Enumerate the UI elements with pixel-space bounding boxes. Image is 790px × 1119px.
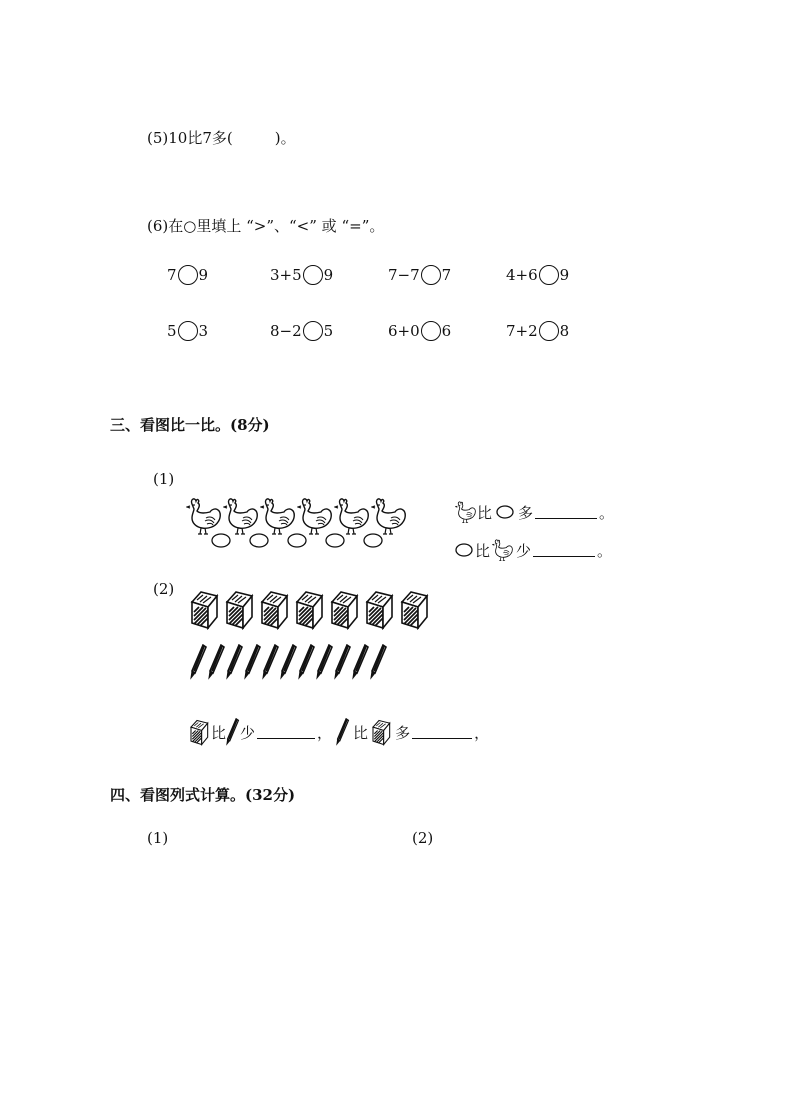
eraser-icon xyxy=(329,590,359,630)
question-5-suffix: )。 xyxy=(274,129,296,147)
compare-word: 比 xyxy=(353,723,369,742)
expr-left: 5 xyxy=(167,322,177,340)
compare-word: 比 xyxy=(211,723,227,742)
compare-word: 少 xyxy=(516,541,532,560)
end-mark: 。 xyxy=(597,541,613,560)
hen-icon xyxy=(186,496,223,536)
eraser-icon xyxy=(189,719,209,746)
expr-left: 8−2 xyxy=(270,322,302,340)
expr-right: 8 xyxy=(559,322,570,340)
answer-blank[interactable] xyxy=(412,737,472,739)
section-4-part-2-label: (2) xyxy=(412,829,434,847)
egg-icon xyxy=(496,505,514,519)
pencil-icon xyxy=(352,644,370,680)
question-5-prefix: (5)10比7多( xyxy=(147,129,233,147)
answer-blank[interactable] xyxy=(257,737,315,739)
expr-left: 7+2 xyxy=(506,322,538,340)
separator: ， xyxy=(317,723,333,742)
pencil-icon xyxy=(334,644,352,680)
answer-circle[interactable] xyxy=(539,321,559,341)
hen-icon xyxy=(492,538,514,562)
hen-icon xyxy=(371,496,408,536)
expr-left: 4+6 xyxy=(506,266,538,284)
egg-icon xyxy=(325,533,345,548)
compare-expr xyxy=(506,321,569,341)
pencil-icon xyxy=(226,718,240,746)
question-5 xyxy=(147,127,296,148)
answer-blank[interactable] xyxy=(535,517,597,519)
expr-left: 7 xyxy=(167,266,177,284)
pencil-icon xyxy=(244,644,262,680)
expr-right: 3 xyxy=(198,322,209,340)
compare-expr xyxy=(167,265,208,285)
answer-blank[interactable] xyxy=(533,555,595,557)
expr-left: 7−7 xyxy=(388,266,420,284)
compare-word: 多 xyxy=(518,503,534,522)
expr-left: 6+0 xyxy=(388,322,420,340)
egg-icon xyxy=(287,533,307,548)
compare-line-3 xyxy=(189,718,489,746)
expr-left: 3+5 xyxy=(270,266,302,284)
eraser-icon xyxy=(364,590,394,630)
end-mark: 。 xyxy=(599,503,615,522)
hen-icon xyxy=(455,500,477,524)
section-4-part-1-label: (1) xyxy=(147,829,169,847)
expr-right: 9 xyxy=(198,266,209,284)
eraser-icon xyxy=(189,590,219,630)
compare-line-2 xyxy=(455,538,612,562)
compare-word: 多 xyxy=(395,723,411,742)
hen-icon xyxy=(223,496,260,536)
hen-icon xyxy=(334,496,371,536)
egg-icon xyxy=(455,543,473,557)
part-1-label: (1) xyxy=(153,470,175,488)
eraser-icon xyxy=(259,590,289,630)
compare-expr xyxy=(388,321,451,341)
hen-row xyxy=(186,496,408,536)
eraser-icon xyxy=(224,590,254,630)
answer-circle[interactable] xyxy=(178,265,198,285)
section-4-title: 四、看图列式计算。(32分) xyxy=(110,786,296,804)
hen-icon xyxy=(260,496,297,536)
compare-expr xyxy=(506,265,569,285)
expr-right: 5 xyxy=(323,322,334,340)
compare-word: 比 xyxy=(477,503,493,522)
answer-circle[interactable] xyxy=(421,265,441,285)
question-6-title: (6)在○里填上 “>”、“<” 或 “=”。 xyxy=(147,217,385,235)
pencil-icon xyxy=(190,644,208,680)
compare-word: 少 xyxy=(240,723,256,742)
compare-word: 比 xyxy=(475,541,491,560)
part-2-label: (2) xyxy=(153,580,175,598)
answer-circle[interactable] xyxy=(178,321,198,341)
egg-icon xyxy=(249,533,269,548)
eraser-icon xyxy=(399,590,429,630)
expr-right: 9 xyxy=(559,266,570,284)
answer-circle[interactable] xyxy=(303,265,323,285)
compare-expr xyxy=(270,321,333,341)
pencil-row xyxy=(190,644,388,680)
compare-line-1 xyxy=(455,500,614,524)
egg-row xyxy=(211,533,383,548)
hen-icon xyxy=(297,496,334,536)
pencil-icon xyxy=(298,644,316,680)
pencil-icon xyxy=(208,644,226,680)
egg-icon xyxy=(363,533,383,548)
pencil-icon xyxy=(316,644,334,680)
answer-circle[interactable] xyxy=(303,321,323,341)
pencil-icon xyxy=(336,718,350,746)
end-mark: ， xyxy=(474,723,490,742)
section-3-title: 三、看图比一比。(8分) xyxy=(110,416,270,434)
pencil-icon xyxy=(280,644,298,680)
pencil-icon xyxy=(262,644,280,680)
compare-expr xyxy=(270,265,333,285)
expr-right: 6 xyxy=(441,322,452,340)
eraser-row xyxy=(189,590,429,630)
answer-circle[interactable] xyxy=(421,321,441,341)
eraser-icon xyxy=(294,590,324,630)
pencil-icon xyxy=(370,644,388,680)
eraser-icon xyxy=(371,719,391,746)
egg-icon xyxy=(211,533,231,548)
pencil-icon xyxy=(226,644,244,680)
compare-expr xyxy=(167,321,208,341)
compare-expr xyxy=(388,265,451,285)
expr-right: 9 xyxy=(323,266,334,284)
expr-right: 7 xyxy=(441,266,452,284)
answer-circle[interactable] xyxy=(539,265,559,285)
